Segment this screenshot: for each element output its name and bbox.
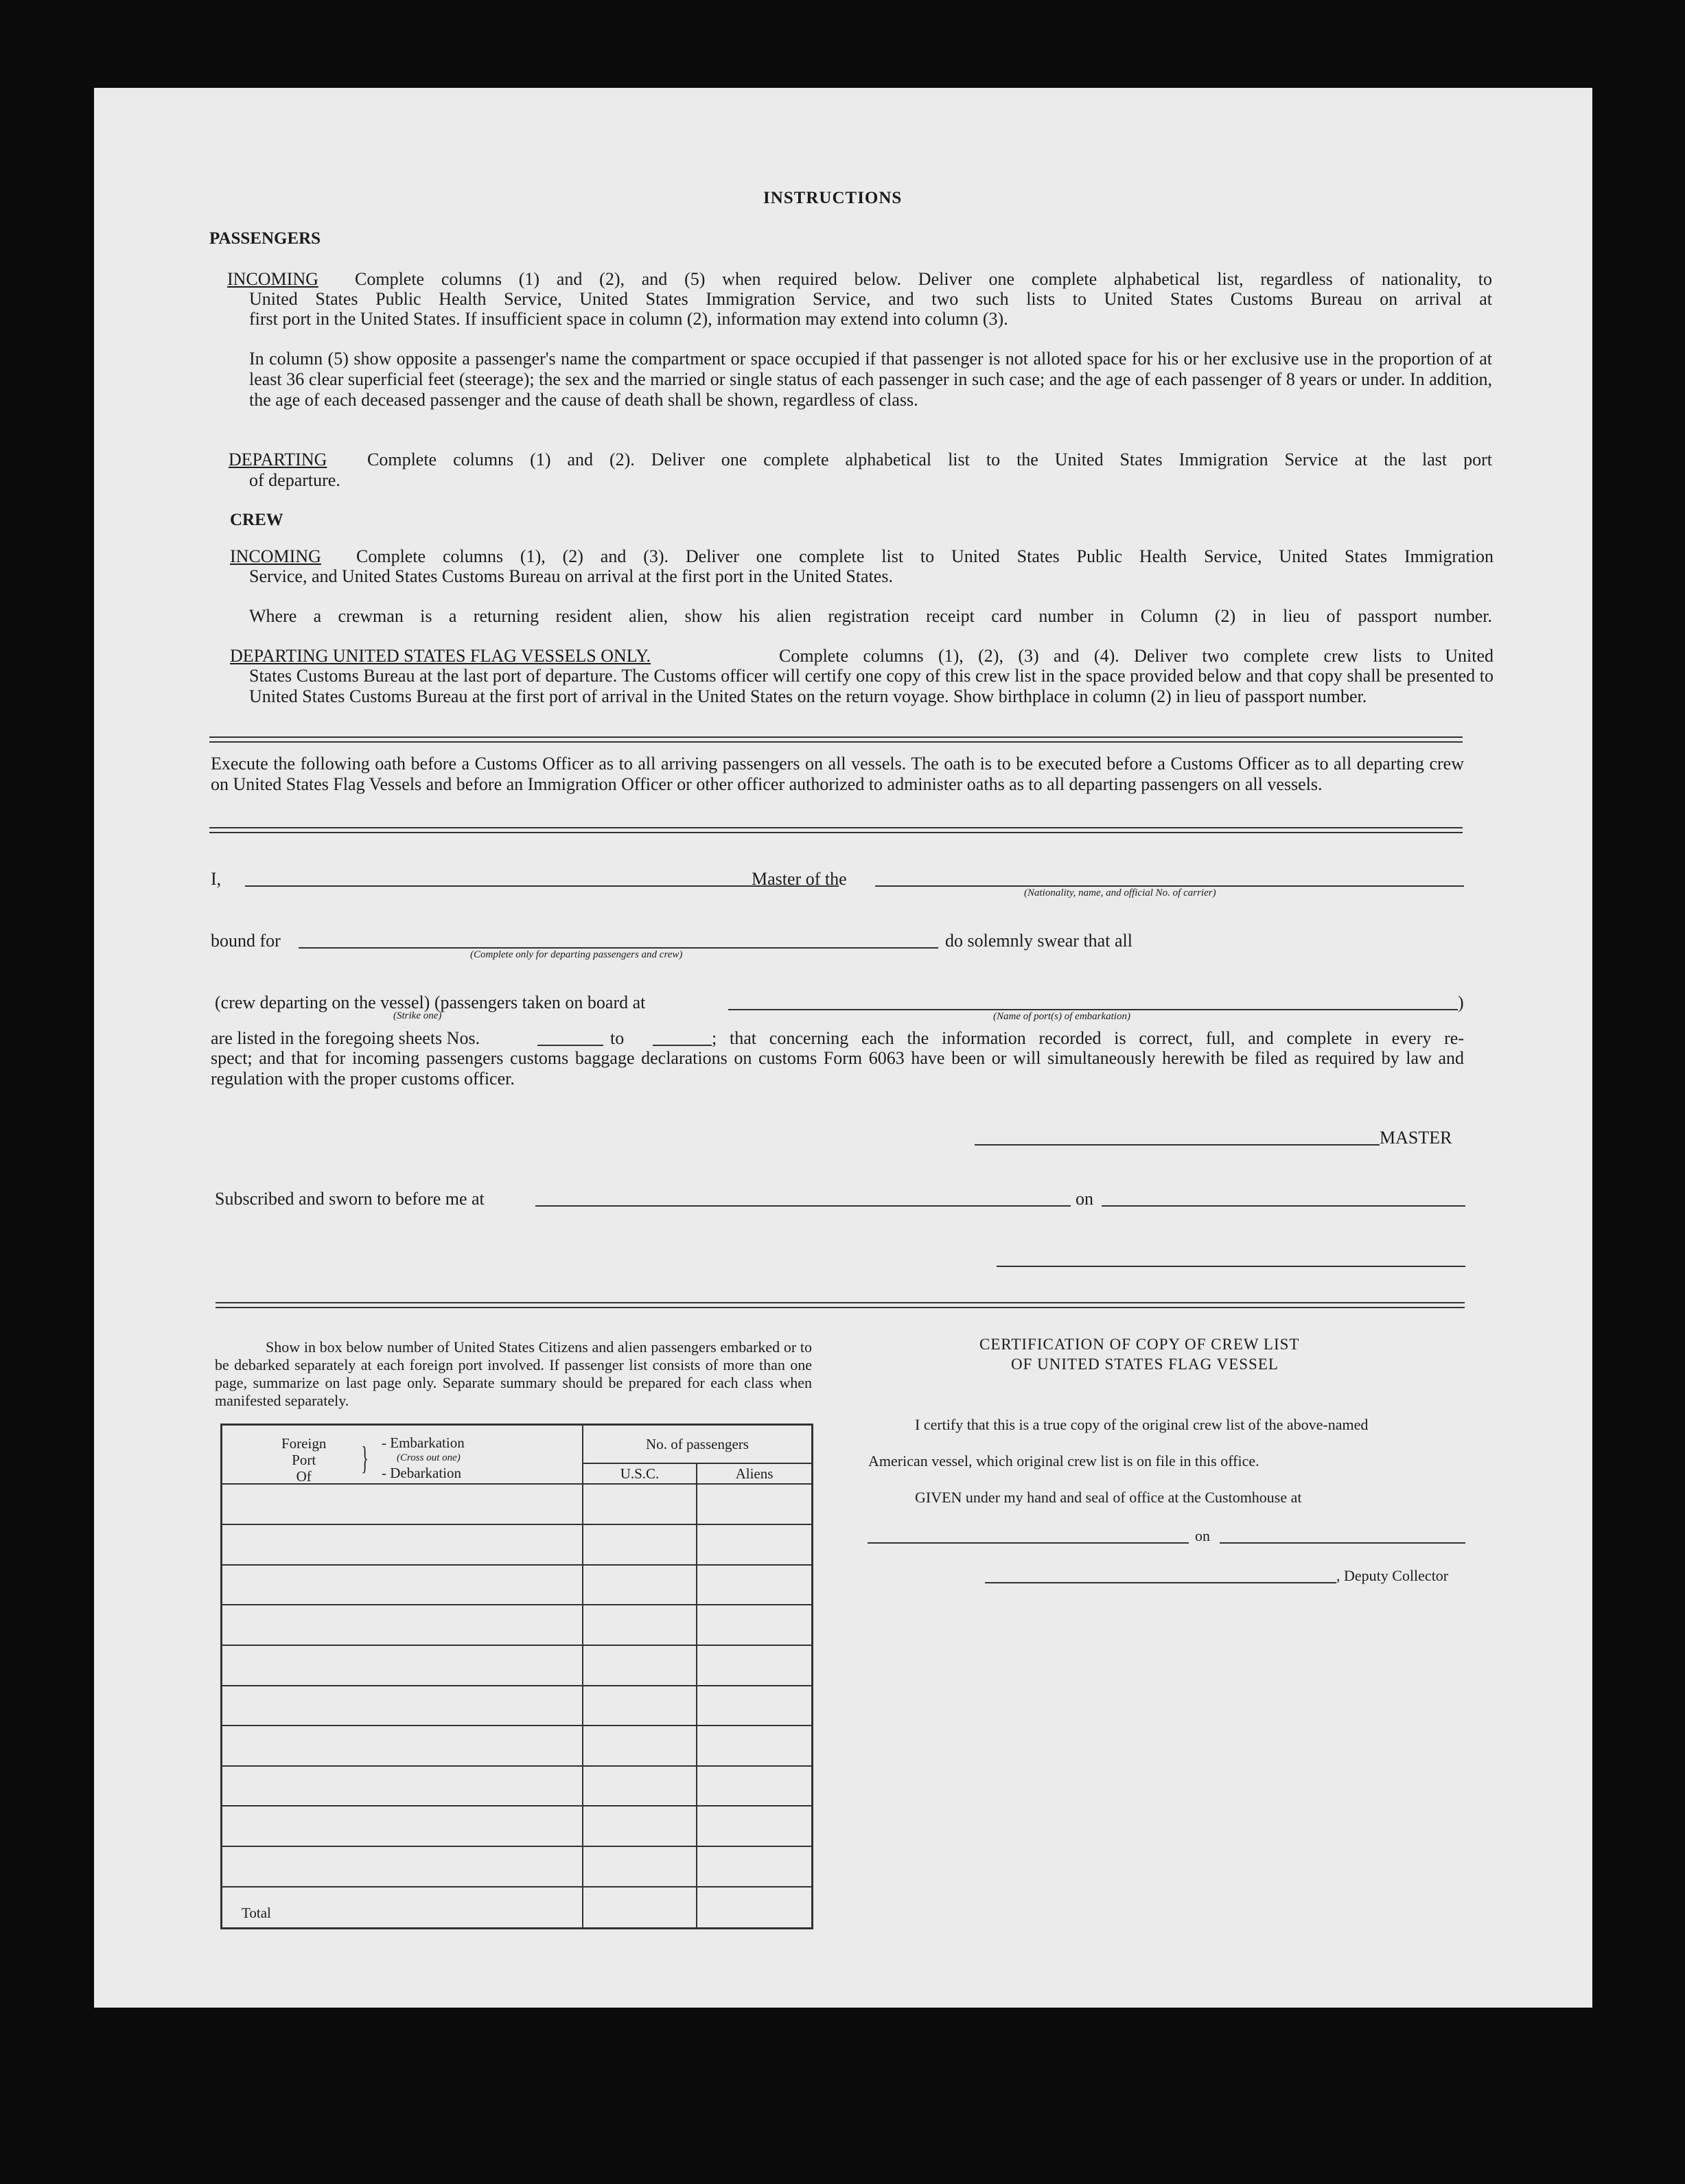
passengers-column5-text: In column (5) show opposite a passenger's name the compartment or space occupied if that passenger is not alloted space for his or her exclusive use in the proportion of at least 36 clear superficial feet (steerage); the sex and the married or single status of each passenger in such case; and the age of each passenger of 8 years or under. In addition, the age of each deceased passenger and the cause of death shall be shown, regardless of class. — [249, 349, 1492, 410]
total-aliens-cell[interactable] — [697, 1887, 813, 1929]
passengers-incoming-line1: Complete columns (1) and (2), and (5) when required below. Deliver one complete alphabetical list, regardless of nationality, to — [355, 269, 1492, 289]
certification-title-2: OF UNITED STATES FLAG VESSEL — [1011, 1356, 1279, 1373]
aliens-header: Aliens — [697, 1463, 813, 1484]
oath-intro-text: Execute the following oath before a Customs Officer as to all arriving passengers on all vessels. The oath is to be executed before a Customs Officer as to all departing crew on United States Flag Vessels and before an Immigration Officer or other officer authorized to administer oaths as to all departing passengers on all vessels. — [211, 754, 1464, 794]
port-cell[interactable] — [222, 1565, 583, 1605]
usc-cell[interactable] — [583, 1686, 697, 1726]
subscribed-on-label: on — [1076, 1189, 1093, 1209]
summary-row — [222, 1605, 813, 1645]
of-label: Of — [296, 1468, 312, 1485]
aliens-cell[interactable] — [697, 1686, 813, 1726]
crew-departing-strike-text: (crew departing on the vessel) (passengers taken on board at — [215, 992, 646, 1012]
master-label: MASTER — [1380, 1128, 1452, 1148]
passengers-departing-line2: of departure. — [249, 470, 340, 490]
foreign-label: Foreign — [281, 1435, 327, 1452]
certify-line-1: I certify that this is a true copy of the original crew list of the above-named — [915, 1416, 1369, 1433]
passenger-summary-table — [220, 1424, 813, 1929]
crew-resident-alien-text: Where a crewman is a returning resident alien, show his alien registration receipt card number in Column (2) in lieu of passport number. — [249, 606, 1492, 626]
carrier-field[interactable] — [875, 885, 1464, 887]
summary-row — [222, 1806, 813, 1846]
usc-header: U.S.C. — [583, 1463, 697, 1484]
usc-cell[interactable] — [583, 1605, 697, 1645]
usc-cell[interactable] — [583, 1565, 697, 1605]
crew-departing-line1: Complete columns (1), (2), (3) and (4). Deliver two complete crew lists to United — [779, 646, 1494, 666]
crew-incoming-line1: Complete columns (1), (2) and (3). Deliver one complete list to United States Public Health Service, United States Immigration — [356, 546, 1494, 566]
foreign-port-header — [222, 1425, 583, 1485]
certification-title-1: CERTIFICATION OF COPY OF CREW LIST — [979, 1336, 1300, 1353]
no-of-passengers-header: No. of passengers — [583, 1425, 813, 1464]
passengers-incoming-line3: first port in the United States. If insufficient space in column (2), information may extend into column (3). — [249, 309, 1008, 329]
summary-row — [222, 1686, 813, 1726]
port-cell[interactable] — [222, 1484, 583, 1524]
port-cell[interactable] — [222, 1645, 583, 1686]
carrier-hint: (Nationality, name, and official No. of carrier) — [1024, 887, 1216, 898]
summary-row — [222, 1846, 813, 1887]
aliens-cell[interactable] — [697, 1524, 813, 1565]
passengers-incoming-line2: United States Public Health Service, United States Immigration Service, and two such lists to United States Customs Bureau on arrival at — [249, 289, 1492, 309]
crew-incoming-line2: Service, and United States Customs Bureau on arrival at the first port in the United States. — [249, 566, 893, 586]
usc-cell[interactable] — [583, 1766, 697, 1807]
customhouse-field[interactable] — [868, 1542, 1189, 1544]
officer-signature-field[interactable] — [997, 1266, 1465, 1267]
passengers-departing-line1: Complete columns (1) and (2). Deliver one complete alphabetical list to the United States Immigration Service at the last port — [367, 450, 1492, 469]
summary-row — [222, 1645, 813, 1686]
close-paren: ) — [1458, 992, 1464, 1012]
listed-sheets-text: are listed in the foregoing sheets Nos. — [211, 1028, 480, 1048]
usc-cell[interactable] — [583, 1806, 697, 1846]
form-page — [94, 88, 1592, 2008]
crew-departing-label: DEPARTING UNITED STATES FLAG VESSELS ONLY. — [230, 646, 651, 666]
summary-row — [222, 1726, 813, 1766]
crew-incoming-label: INCOMING — [230, 546, 321, 566]
total-usc-cell[interactable] — [583, 1887, 697, 1929]
brace-icon: } — [361, 1440, 369, 1476]
bound-for-field[interactable] — [299, 947, 938, 949]
crew-heading: CREW — [230, 511, 283, 529]
deputy-collector-label: , Deputy Collector — [1336, 1567, 1449, 1584]
aliens-cell[interactable] — [697, 1726, 813, 1766]
summary-row — [222, 1484, 813, 1524]
usc-cell[interactable] — [583, 1524, 697, 1565]
usc-cell[interactable] — [583, 1484, 697, 1524]
divider — [209, 827, 1463, 833]
passengers-departing-label: DEPARTING — [229, 450, 327, 469]
port-cell[interactable] — [222, 1766, 583, 1807]
oath-i-label: I, — [211, 869, 222, 889]
passengers-heading: PASSENGERS — [209, 229, 321, 248]
port-cell[interactable] — [222, 1726, 583, 1766]
usc-cell[interactable] — [583, 1726, 697, 1766]
port-cell[interactable] — [222, 1686, 583, 1726]
listed-to-label: to — [610, 1028, 625, 1048]
sheet-to-field[interactable] — [653, 1045, 712, 1046]
master-signature-field[interactable] — [975, 1144, 1380, 1146]
master-name-field[interactable] — [245, 885, 839, 887]
cross-out-hint: (Cross out one) — [397, 1452, 461, 1463]
sheet-from-field[interactable] — [537, 1045, 603, 1046]
bound-for-label: bound for — [211, 931, 281, 951]
aliens-cell[interactable] — [697, 1806, 813, 1846]
total-label: Total — [222, 1887, 583, 1929]
given-text: GIVEN under my hand and seal of office at the Customhouse at — [915, 1489, 1302, 1506]
deputy-signature-field[interactable] — [985, 1582, 1336, 1583]
strike-one-hint: (Strike one) — [393, 1010, 442, 1021]
embarkation-port-field[interactable] — [728, 1009, 1458, 1010]
passengers-incoming-label: INCOMING — [227, 269, 318, 289]
swear-text: do solemnly swear that all — [945, 931, 1132, 951]
port-cell[interactable] — [222, 1605, 583, 1645]
aliens-cell[interactable] — [697, 1766, 813, 1807]
aliens-cell[interactable] — [697, 1484, 813, 1524]
embarkation-port-hint: (Name of port(s) of embarkation) — [993, 1011, 1130, 1022]
aliens-cell[interactable] — [697, 1605, 813, 1645]
summary-row — [222, 1565, 813, 1605]
subscribed-date-field[interactable] — [1102, 1205, 1465, 1207]
certify-line-2: American vessel, which original crew list is on file in this office. — [868, 1452, 1259, 1469]
instructions-title: INSTRUCTIONS — [763, 189, 903, 207]
certify-date-field[interactable] — [1220, 1542, 1465, 1544]
listed-sheets-text-2: ; that concerning each the information recorded is correct, full, and complete in every re- — [712, 1028, 1464, 1048]
bound-for-hint: (Complete only for departing passengers and crew) — [470, 949, 683, 960]
master-of-the-label: Master of the — [752, 869, 847, 889]
crew-departing-text: States Customs Bureau at the last port of departure. The Customs officer will certify one copy of this crew list in the space provided below and that copy shall be presented to United States Customs Bureau at the first port of arrival in the United States on the return voyage. Show birthplace in column (2) in lieu of passport number. — [249, 666, 1494, 706]
aliens-cell[interactable] — [697, 1645, 813, 1686]
usc-cell[interactable] — [583, 1846, 697, 1887]
subscribed-text: Subscribed and sworn to before me at — [215, 1189, 485, 1209]
summary-row — [222, 1766, 813, 1807]
debarkation-option[interactable]: - Debarkation — [382, 1465, 462, 1481]
subscribed-place-field[interactable] — [535, 1205, 1071, 1207]
summary-row — [222, 1524, 813, 1565]
certify-on-label: on — [1195, 1527, 1210, 1544]
usc-cell[interactable] — [583, 1645, 697, 1686]
aliens-cell[interactable] — [697, 1846, 813, 1887]
listed-sheets-rest: spect; and that for incoming passengers customs baggage declarations on customs Form 6063 have been or will simultaneously herewith be filed as required by law and regulation with the proper customs officer. — [211, 1048, 1464, 1089]
port-cell[interactable] — [222, 1846, 583, 1887]
divider — [209, 736, 1463, 743]
summary-note: Show in box below number of United States Citizens and alien passengers embarked or to be debarked separately at each foreign port involved. If passenger list consists of more than one page, summarize on last page only. Separate summary should be prepared for each class when manifested separately. — [215, 1338, 812, 1409]
port-cell[interactable] — [222, 1806, 583, 1846]
divider — [216, 1302, 1465, 1308]
port-cell[interactable] — [222, 1524, 583, 1565]
port-label: Port — [292, 1452, 316, 1468]
embarkation-option[interactable]: - Embarkation — [382, 1434, 465, 1451]
aliens-cell[interactable] — [697, 1565, 813, 1605]
